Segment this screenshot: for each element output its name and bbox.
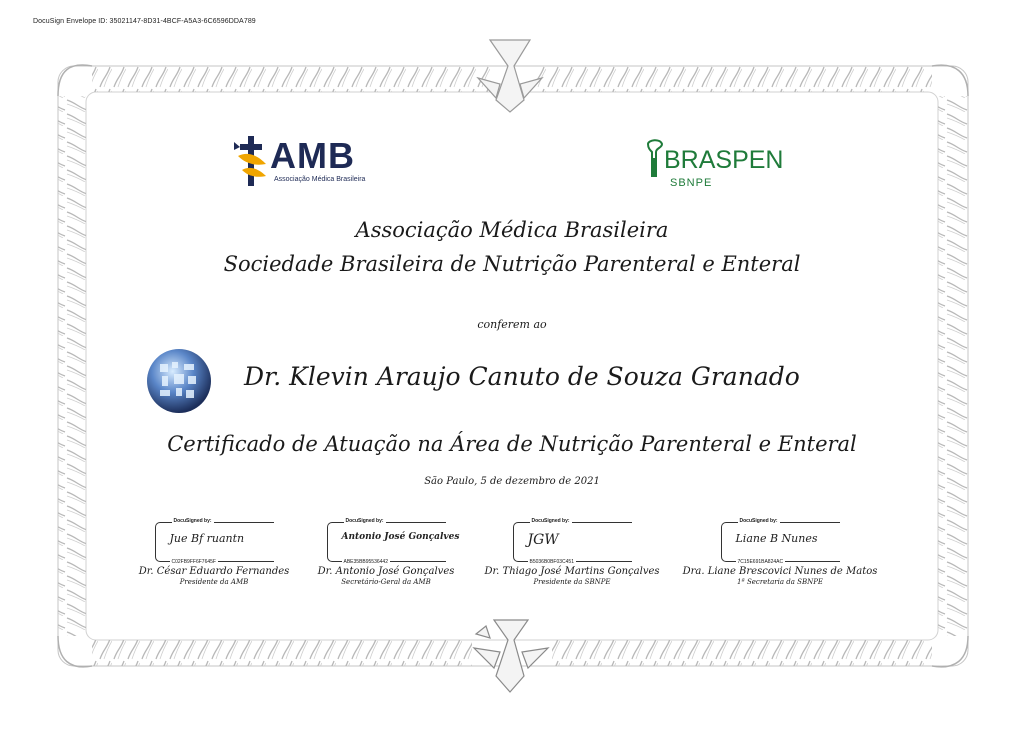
date-line: São Paulo, 5 de dezembro de 2021 (424, 476, 600, 487)
amb-logo (232, 134, 392, 194)
docusign-envelope-id: DocuSign Envelope ID: 35021147-8D31-4BCF-A5A3-6C6596DDA789 (33, 18, 256, 25)
signer-role: Presidente da AMB (179, 578, 249, 586)
docusign-id: B5036B0BF03C451 (529, 559, 574, 565)
signer-name: Dr. Thiago José Martins Gonçalves (484, 566, 660, 577)
recipient-name: Dr. Klevin Araujo Canuto de Souza Granado (244, 362, 800, 391)
handwritten-signature: JGW (527, 532, 559, 548)
signature-block-2 (286, 518, 486, 586)
conferem-label: conferem ao (477, 318, 547, 331)
signature-block-1 (114, 518, 314, 586)
signer-role: Presidente da SBNPE (533, 578, 611, 586)
certificate-title: Certificado de Atuação na Área de Nutrição Parenteral e Enteral (167, 432, 857, 456)
docusign-stamp (721, 518, 840, 565)
signer-name: Dr. Antonio José Gonçalves (317, 566, 455, 577)
docusigned-label: DocuSigned by: (531, 518, 570, 524)
amb-wordmark: AMB (270, 135, 355, 176)
handwritten-signature: Jue Bf ruantn (169, 532, 245, 545)
docusign-stamp (155, 518, 274, 565)
docusign-stamp (327, 518, 460, 565)
hologram-seal-icon (146, 348, 212, 414)
signer-role: 1ª Secretaria da SBNPE (736, 578, 824, 586)
handwritten-signature: Antonio José Gonçalves (341, 532, 460, 542)
docusigned-label: DocuSigned by: (173, 518, 212, 524)
handwritten-signature: Liane B Nunes (735, 532, 818, 545)
docusign-id: 7C15E691BA824AC (737, 559, 784, 565)
signer-role: Secretário-Geral da AMB (341, 578, 431, 586)
signature-block-4 (680, 518, 880, 586)
signer-name: Dra. Liane Brescovici Nunes de Matos (682, 566, 878, 577)
signer-name: Dr. César Eduardo Fernandes (138, 566, 290, 577)
docusigned-label: DocuSigned by: (345, 518, 384, 524)
docusign-id: C02FB9FF6F7645F (171, 559, 216, 565)
braspen-wordmark: BRASPEN (664, 146, 784, 174)
amb-subtitle: Associação Médica Brasileira (274, 176, 366, 183)
organization-2: Sociedade Brasileira de Nutrição Parenteral e Enteral (223, 252, 801, 276)
docusign-stamp (513, 518, 632, 565)
docusigned-label: DocuSigned by: (739, 518, 778, 524)
caduceus-icon (232, 134, 272, 190)
braspen-logo (644, 138, 794, 193)
organization-1: Associação Médica Brasileira (355, 218, 669, 242)
docusign-id: ABE35BB95536442 (343, 559, 388, 565)
braspen-mark-icon (644, 138, 666, 178)
signature-block-3 (472, 518, 672, 586)
braspen-subtitle: SBNPE (670, 177, 713, 189)
